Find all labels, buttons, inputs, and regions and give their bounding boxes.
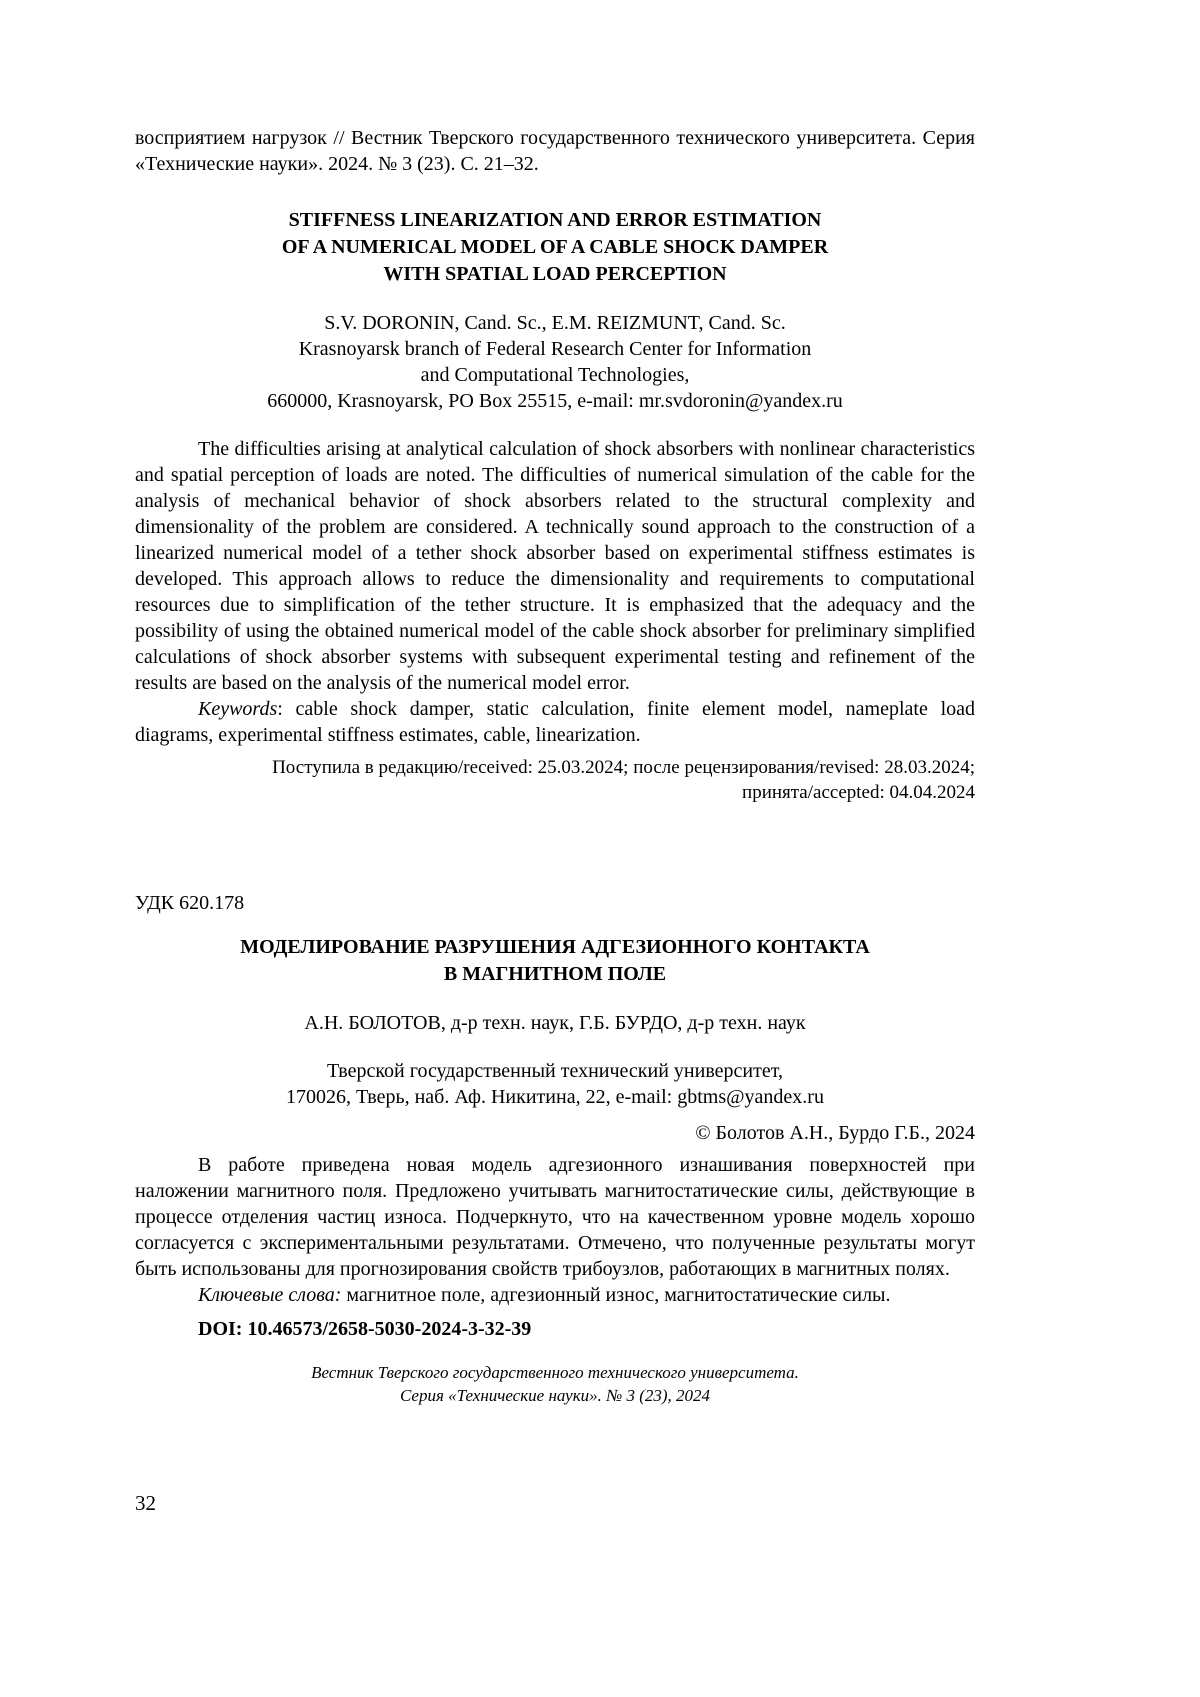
- russian-affiliation-line-2: 170026, Тверь, наб. Аф. Никитина, 22, e-mail: gbtms@yandex.ru: [286, 1086, 824, 1109]
- english-title-line-2: OF A NUMERICAL MODEL OF A CABLE SHOCK DAMPER: [281, 236, 829, 258]
- received-line-2: принята/accepted: 04.04.2024: [742, 781, 975, 803]
- russian-article-title: [135, 934, 975, 988]
- english-abstract: The difficulties arising at analytical calculation of shock absorbers with nonlinear characteristics and spatial perception of loads are noted. The difficulties of numerical simulation of the cable for the analysis of mechanical behavior of shock absorbers related to the structural complexity and dimensionality of the problem are considered. A technically sound approach to the construction of a linearized numerical model of a tether shock absorber based on experimental stiffness estimates is developed. This approach allows to reduce the dimensionality and requirements to computational resources due to simplification of the tether structure. It is emphasized that the adequacy and the possibility of using the obtained numerical model of the cable shock absorber for preliminary simplified calculations of shock absorber systems with subsequent experimental testing and refinement of the results are based on the analysis of the numerical model error.: [135, 438, 975, 694]
- page-number: 32: [135, 1491, 156, 1515]
- english-article-title: [135, 207, 975, 288]
- doi-line: DOI: 10.46573/2658-5030-2024-3-32-39: [198, 1318, 532, 1341]
- russian-affiliation-line-1: Тверской государственный технический университет,: [327, 1060, 783, 1083]
- reference-continuation: восприятием нагрузок // Вестник Тверского государственного технического университета. Серия «Технические науки». 2024. № 3 (23). С. 21–32.: [135, 127, 975, 175]
- received-line-1: Поступила в редакцию/received: 25.03.2024; после рецензирования/revised: 28.03.2024;: [272, 757, 975, 778]
- english-authors: S.V. DORONIN, Cand. Sc., E.M. REIZMUNT, Cand. Sc.: [324, 312, 786, 334]
- english-title-line-3: WITH SPATIAL LOAD PERCEPTION: [383, 263, 727, 285]
- english-affiliation-line-1: Krasnoyarsk branch of Federal Research Center for Information: [298, 338, 812, 360]
- russian-authors: А.Н. БОЛОТОВ, д-р техн. наук, Г.Б. БУРДО, д-р техн. наук: [304, 1012, 806, 1035]
- english-keywords-text: : cable shock damper, static calculation, finite element model, nameplate load diagrams, experimental stiffness estimates, cable, linearization.: [135, 698, 975, 746]
- english-keywords-label: Keywords: [198, 698, 278, 720]
- english-keywords: [135, 696, 975, 748]
- russian-keywords: [135, 1282, 975, 1308]
- received-dates: [135, 756, 975, 805]
- journal-footer-line-1: Вестник Тверского государственного технического университета.: [311, 1363, 799, 1383]
- russian-abstract: В работе приведена новая модель адгезионного изнашивания поверхностей при наложении магнитного поля. Предложено учитывать магнитостатические силы, действующие в процессе отделения частиц износа. Подчеркнуто, что на качественном уровне модель хорошо согласуется с экспериментальными результатами. Отмечено, что полученные результаты могут быть использованы для прогнозирования свойств трибоузлов, работающих в магнитных полях.: [135, 1154, 975, 1281]
- english-affiliation-line-3: 660000, Krasnoyarsk, PO Box 25515, e-mail: mr.svdoronin@yandex.ru: [267, 390, 843, 412]
- english-affiliation-line-2: and Computational Technologies,: [420, 364, 690, 386]
- journal-footer: [135, 1362, 975, 1408]
- russian-title-line-2: В МАГНИТНОМ ПОЛЕ: [443, 963, 667, 986]
- russian-keywords-text: магнитное поле, адгезионный износ, магнитостатические силы.: [341, 1284, 891, 1307]
- russian-title-line-1: МОДЕЛИРОВАНИЕ РАЗРУШЕНИЯ АДГЕЗИОННОГО КОНТАКТА: [240, 936, 870, 959]
- russian-keywords-label: Ключевые слова:: [198, 1284, 342, 1307]
- udc-code: УДК 620.178: [135, 892, 245, 915]
- copyright-line: © Болотов А.Н., Бурдо Г.Б., 2024: [695, 1122, 975, 1145]
- journal-footer-line-2: Серия «Технические науки». № 3 (23), 2024: [399, 1386, 711, 1406]
- russian-affiliation: [135, 1058, 975, 1110]
- english-title-line-1: STIFFNESS LINEARIZATION AND ERROR ESTIMATION: [288, 209, 822, 231]
- english-authors-affiliation: [135, 310, 975, 414]
